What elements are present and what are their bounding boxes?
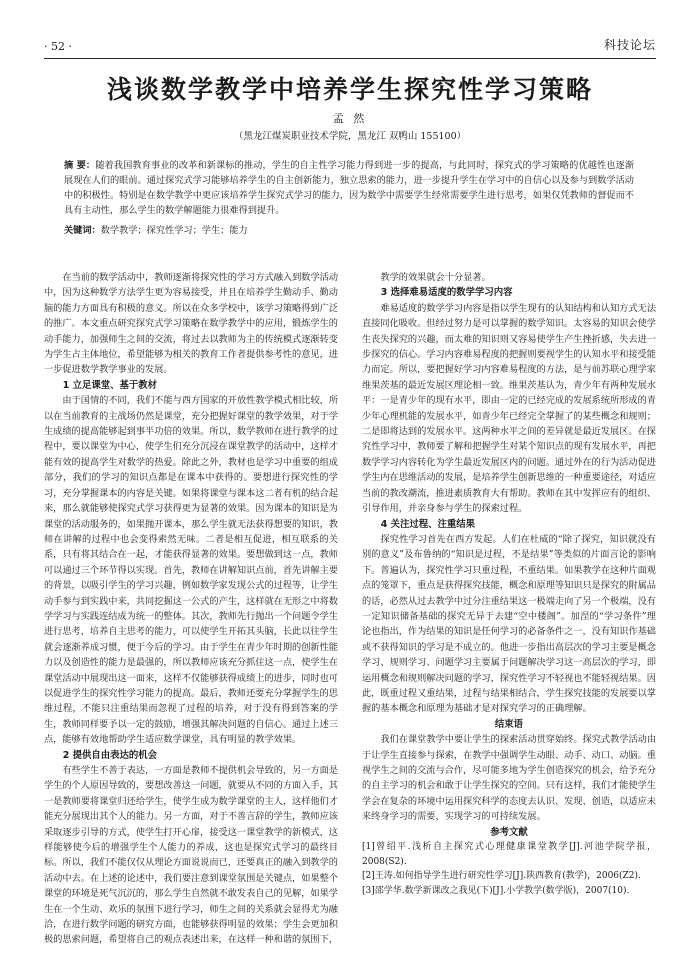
body-paragraph: 在当前的数学活动中，教师逐渐将探究性的学习方式融入到数学活动中，因为这种数学方法学生更为容易接受，并且在培养学生勤动手、勤动脑的能力方面具有积极的意义。所以在众多学校中，该学习策略得到广泛的推广。本文重点研究探究式学习策略在数学教学中的应用，锻炼学生的动手能力，加强师生之间的交流，将过去以教师为主的传统模式逐渐转变为学生占主体地位，希望能够为相关的教育工作者提供参考性的意见，进一步促进数学教学事业的发展。	[44, 272, 339, 376]
body-paragraph: 难易适度的数学学习内容是指以学生现有的认知结构和认知方式无法直接同化吸收。但经过努力是可以掌握的数学知识。太容易的知识会使学生丧失探究的兴趣，而太难的知识则又容易使学生产生挫折感，失去进一步探究的信心。学习内容难易程度的把握则要视学生的认知水平和接受能力而定。所以，要把握好学习内容难易程度的方法，是与前苏联心理学家维果茨基的最近发展区理论相一致。维果茨基认为，青少年有两种发展水平：一是青少年的现有水平，即由一定的已经完成的发展系统所形成的青少年心理机能的发展水平，如青少年已经完全掌握了的某些概念和规则；二是即将达到的发展水平。这两种水平之间的差异就是最近发展区。在探究性学习中，教师要了解和把握学生对某个知识点的现有发展水平，再把数学学习内容转化为学生最近发展区内的问题。通过外在的行为活动促进学生内在思维活动的发展，是培养学生创新思维的一种重要途径，对适应当前的教改潮流，推进素质教育大有帮助。教师在其中发挥应有的组织、引导作用，并亲身参与学生的探索过程。	[362, 302, 657, 515]
author-name: 孟 然	[332, 112, 368, 125]
body-paragraph: 探究性学习首先在西方发起。人们在杜威的“除了探究，知识就没有别的意义”及布鲁纳的“知识是过程，不是结果”等类似的片面言论的影响下。普遍认为，探究性学习只重过程，不重结果。如果教学在这种片面观点的笼罩下，重点是获得探究技能，概念和原理等知识只是探究的附属品的话，必然从过去教学中过分注重结果这一极端走向了另一个极端，没有一定知识储备基础的探究无异于去建“空中楼阁”。加涅的“学习条件”理论也指出，作为结果的知识是任何学习的必备条件之一，没有知识作基础或不获得知识的学习是不成立的。他进一步指出高层次的学习主要是概念学习、规则学习、问题学习主要属于问题解决学习这一高层次的学习，即运用概念和规则解决问题的学习，探究性学习不轻视也不能轻视结果。因此，既重过程又重结果，过程与结果相结合，学生探究技能的发展要以掌握的基本概念和原理为基础才是对探究学习的正确理解。	[362, 533, 656, 715]
page-number: · 52 ·	[44, 40, 72, 53]
body-paragraph: 有些学生不善于表达，一方面是教师不提供机会导致的，另一方面是学生的个人原因导致的，要想改善这一问题，就要从不同的方面入手，其一是教师要将课堂归还给学生，使学生成为数学课堂的主人，这样他们才能充分展现出其个人的能力。另一方面，对于不善言辞的学生，教师应该采取逐步引导的方式，使学生打开心扉，接受这一课堂教学的新模式，这样能够使今后的增强学生个人能力的养成，这也是探究式学习的最终目标。所以，我们不能仅仅从理论方面说说而已，还要真正的融入到教学的活动中去。在上述的论述中，我们要注意到课堂氛围是关键点，如果整个课堂的环境是死气沉沉的，那么学生自然就不敢发表自己的见解，如果学生在一个生动、欢乐的氛围下进行学习，师生之间的关系就会显得尤为融洽，在进行数学问题的研究方面，也能够获得明显的效果；学生会更加积极的思索问题，希望将自己的观点表述出来，在这样一种和谐的氛围下，	[44, 765, 339, 946]
body-paragraph: 由于国情的不同，我们不能与西方国家的开放性教学模式相比较，所以在当前教育的主战场仍然是课堂，充分把握好课堂的教学效果，对于学生成绩的提高能够起到事半功倍的效果。所以，数学教师在进行教学的过程中，要以课堂为中心，使学生们充分沉浸在课堂教学的活动中，这样才能有效的提高学生对数学的热爱。除此之外，教材也是学习中重要的组成部分，我们的学习的知识点都是在课本中获得的。要想进行探究性的学习，充分掌握课本的内容是关键。如果将课堂与课本这二者有机的结合起来，那么就能够使探究式学习获得更为显著的效果。因为课本的知识是为课堂的活动服务的，如果抛开课本，那么学生就无法获得想要的知识，教师在讲解的过程中也会变得索然无味。二者是相互促进，相互联系的关系，只有将其结合在一起，才能获得显著的效果。要想做到这一点，教师可以通过三个环节得以实现。首先，教师在讲解知识点前，首先讲解主要的背景，以吸引学生的学习兴趣，例如数学家发现公式的过程等，让学生动手参与到实践中来，共同挖掘这一公式的产生，这样就在无形之中将数学学习与实践连结成为统一的整体。其次，教师先行抛出一个问题令学生进行思考，培养自主思考的能力，可以使学生开拓其头脑，长此以往学生就会逐渐养成习惯，便于今后的学习。由于学生在青少年时期的创新性能力以及创造性的能力是最强的，所以教师应该充分抓住这一点，使学生在课堂活动中展现出这一面来，这样不仅能够获得成绩上的进步，同时也可以促进学生的探究性学习能力的提高。最后，教师还要充分掌握学生的思维过程，不能只注重结果而忽视了过程的培养，对于没有得到答案的学生，教师同样要予以一定的鼓励，增强其解决问题的自信心。通过上述三点，能够有效地帮助学生适应数学课堂，具有明显的教学效果。	[44, 395, 339, 746]
journal-section: 科技论坛	[603, 38, 656, 52]
section-heading: 4 关注过程、注重结果	[380, 518, 475, 530]
author-affiliation: （黑龙江煤炭职业技术学院，黑龙江 双鸭山 155100）	[233, 131, 467, 142]
abstract-text: 随着我国教育事业的改革和新课标的推动，学生的自主性学习能力得到进一步的提高，与此同时，探究式的学习策略的优越性也逐渐展现在人们的眼前。通过探究式学习能够培养学生的自主创新能力，独立思索的能力，进一步提升学生在学习中的自信心以及参与到数学活动中的积极性。特别是在数学教学中更应该培养学生探究式学习的能力，因为数学中需要学生经常需要学生进行思考，如果仅凭教师的督促而不具有主动性，那么学生的数学解题能力很难得到提升。	[64, 160, 635, 216]
running-header	[44, 36, 656, 56]
keywords-label: 关键词：	[64, 225, 101, 236]
header-rule	[44, 58, 656, 59]
section-heading: 3 选择难易适度的数学学习内容	[380, 287, 513, 299]
section-heading: 1 立足课堂、基于教材	[62, 379, 157, 391]
article-title: 浅谈数学教学中培养学生探究性学习策略	[106, 75, 593, 104]
section-heading: 结束语	[494, 718, 524, 730]
left-column	[44, 270, 338, 948]
keywords	[64, 223, 634, 238]
section-heading: 参考文献	[490, 826, 528, 838]
abstract	[64, 158, 634, 218]
body-paragraph: 教学的效果就会十分显著。	[380, 272, 491, 283]
reference-item: [1]曾绍平.浅析自主探究式心理健康课堂教学[J].河池学院学报，2008(S2).	[362, 842, 656, 867]
reference-list	[362, 840, 656, 898]
section-heading: 2 提供自由表达的机会	[62, 749, 157, 761]
right-column	[362, 270, 656, 898]
keywords-text: 数学教学；探究性学习；学生；能力	[100, 225, 248, 236]
reference-item: [3]邵学华.数学新课改之我见(下)[J].小学教学(数学版)，2007(10).	[362, 885, 630, 896]
abstract-label: 摘 要：	[64, 160, 96, 171]
reference-item: [2]王涛.如何指导学生进行研究性学习[J].陕西教育(教学)，2006(Z2).	[362, 871, 641, 882]
body-paragraph: 我们在课堂教学中要让学生的探索活动贯穿始终。探究式教学活动由于让学生直接参与探索，在教学中强调学生动眼、动手、动口、动脑。重视学生之间的交流与合作，尽可能多地为学生创造探究的机会，给予充分的自主学习的机会和敢于让学生探究的空间。只有这样，我们才能使学生学会在复杂的环境中运用探究科学的态度去认识、发现、创造，以适应未来终身学习的需要，实现学习的可持续发展。	[362, 734, 657, 823]
